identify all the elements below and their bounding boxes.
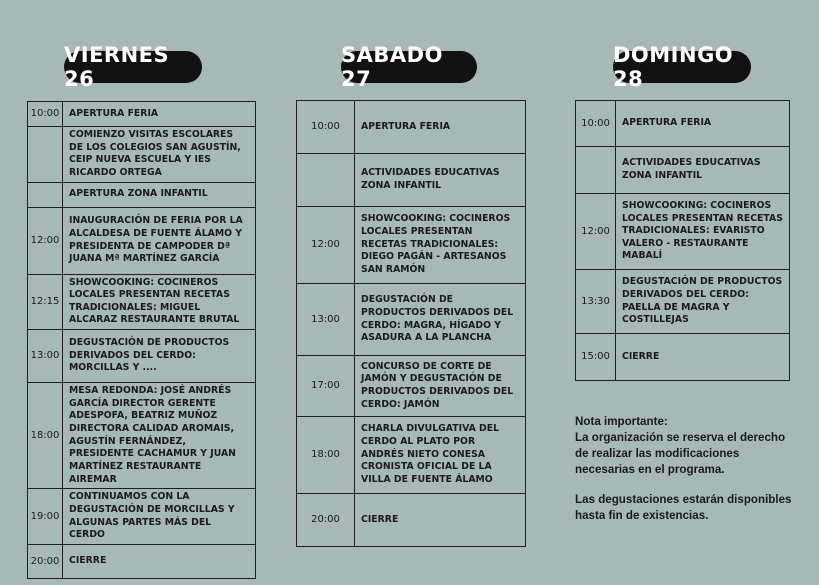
note-extra: Las degustaciones estarán disponibles hasta fin de existencias.: [575, 493, 792, 522]
table-row: [576, 270, 790, 334]
table-row: [297, 154, 526, 207]
time-cell: 18:00: [28, 383, 63, 489]
table-row: [576, 334, 790, 381]
table-row: [297, 207, 526, 284]
time-cell: 10:00: [28, 102, 63, 127]
table-row: [297, 494, 526, 547]
activity-cell: DEGUSTACIÓN DE PRODUCTOS DERIVADOS DEL CERDO: PAELLA DE MAGRA Y COSTILLEJAS: [616, 270, 790, 334]
activity-cell: APERTURA ZONA INFANTIL: [63, 182, 256, 207]
activity-cell: CONTINUAMOS CON LA DEGUSTACIÓN DE MORCILLAS Y ALGUNAS PARTES MÁS DEL CERDO: [63, 489, 256, 545]
activity-cell: ACTIVIDADES EDUCATIVAS ZONA INFANTIL: [355, 154, 526, 207]
time-cell: 20:00: [297, 494, 355, 547]
time-cell: [28, 127, 63, 183]
day-title-domingo: DOMINGO 28: [613, 51, 751, 83]
time-cell: [28, 182, 63, 207]
table-row: [28, 544, 256, 578]
activity-cell: CONCURSO DE CORTE DE JAMÓN Y DEGUSTACIÓN DE PRODUCTOS DERIVADOS DEL CERDO: JAMÓN: [355, 356, 526, 417]
table-row: [28, 182, 256, 207]
activity-cell: CIERRE: [616, 334, 790, 381]
time-cell: 13:00: [297, 284, 355, 356]
time-cell: 10:00: [297, 101, 355, 154]
activity-cell: CIERRE: [63, 544, 256, 578]
table-row: [297, 417, 526, 494]
table-row: [297, 284, 526, 356]
time-cell: [297, 154, 355, 207]
table-row: [297, 356, 526, 417]
activity-cell: SHOWCOOKING: COCINEROS LOCALES PRESENTAN RECETAS TRADICIONALES: DIEGO PAGÁN - ARTESANOS SAN RAMÓN: [355, 207, 526, 284]
time-cell: 18:00: [297, 417, 355, 494]
time-cell: 12:00: [297, 207, 355, 284]
schedule-table-viernes: [27, 101, 256, 579]
table-row: [28, 330, 256, 383]
activity-cell: CIERRE: [355, 494, 526, 547]
activity-cell: DEGUSTACIÓN DE PRODUCTOS DERIVADOS DEL CERDO: MAGRA, HÍGADO Y ASADURA A LA PLANCHA: [355, 284, 526, 356]
table-row: [576, 101, 790, 147]
note-body: La organización se reserva el derecho de realizar las modificaciones necesarias en el programa.: [575, 431, 786, 476]
activity-cell: APERTURA FERIA: [355, 101, 526, 154]
table-row: [28, 127, 256, 183]
note-heading: Nota importante:: [575, 415, 668, 428]
time-cell: 13:30: [576, 270, 616, 334]
day-title-viernes: VIERNES 26: [64, 51, 202, 83]
table-row: [28, 274, 256, 330]
activity-cell: SHOWCOOKING: COCINEROS LOCALES PRESENTAN RECETAS TRADICIONALES: EVARISTO VALERO - RESTAURANTE MABALÍ: [616, 194, 790, 270]
time-cell: [576, 147, 616, 194]
activity-cell: CHARLA DIVULGATIVA DEL CERDO AL PLATO POR ANDRÉS NIETO CONESA CRONISTA OFICIAL DE LA VILLA DE FUENTE ÁLAMO: [355, 417, 526, 494]
schedule-table-domingo: [575, 100, 790, 381]
table-row: [576, 194, 790, 270]
time-cell: 12:15: [28, 274, 63, 330]
schedule-table-sabado: [296, 100, 526, 547]
table-row: [28, 207, 256, 274]
time-cell: 19:00: [28, 489, 63, 545]
time-cell: 13:00: [28, 330, 63, 383]
time-cell: 15:00: [576, 334, 616, 381]
table-row: [297, 101, 526, 154]
activity-cell: MESA REDONDA: JOSÉ ANDRÉS GARCÍA DIRECTOR GERENTE ADESPOFA, BEATRIZ MUÑOZ DIRECTORA CALIDAD AROMAIS, AGUSTÍN FERNÁNDEZ, PRESIDENTE CACHAMUR Y JUAN MARTÍNEZ RESTAURANTE AIREMAR: [63, 383, 256, 489]
table-row: [28, 102, 256, 127]
activity-cell: INAUGURACIÓN DE FERIA POR LA ALCALDESA DE FUENTE ÁLAMO Y PRESIDENTA DE CAMPODER Dª JUANA Mª MARTÍNEZ GARCÍA: [63, 207, 256, 274]
time-cell: 17:00: [297, 356, 355, 417]
time-cell: 12:00: [576, 194, 616, 270]
activity-cell: APERTURA FERIA: [616, 101, 790, 147]
activity-cell: ACTIVIDADES EDUCATIVAS ZONA INFANTIL: [616, 147, 790, 194]
table-row: [28, 489, 256, 545]
activity-cell: COMIENZO VISITAS ESCOLARES DE LOS COLEGIOS SAN AGUSTÍN, CEIP NUEVA ESCUELA Y IES RICARDO ORTEGA: [63, 127, 256, 183]
table-row: [28, 383, 256, 489]
activity-cell: DEGUSTACIÓN DE PRODUCTOS DERIVADOS DEL CERDO: MORCILLAS Y ....: [63, 330, 256, 383]
time-cell: 20:00: [28, 544, 63, 578]
time-cell: 10:00: [576, 101, 616, 147]
time-cell: 12:00: [28, 207, 63, 274]
day-title-sabado: SABADO 27: [341, 51, 477, 83]
activity-cell: APERTURA FERIA: [63, 102, 256, 127]
table-row: [576, 147, 790, 194]
activity-cell: SHOWCOOKING: COCINEROS LOCALES PRESENTAN RECETAS TRADICIONALES: MIGUEL ALCARAZ RESTAURANTE BRUTAL: [63, 274, 256, 330]
